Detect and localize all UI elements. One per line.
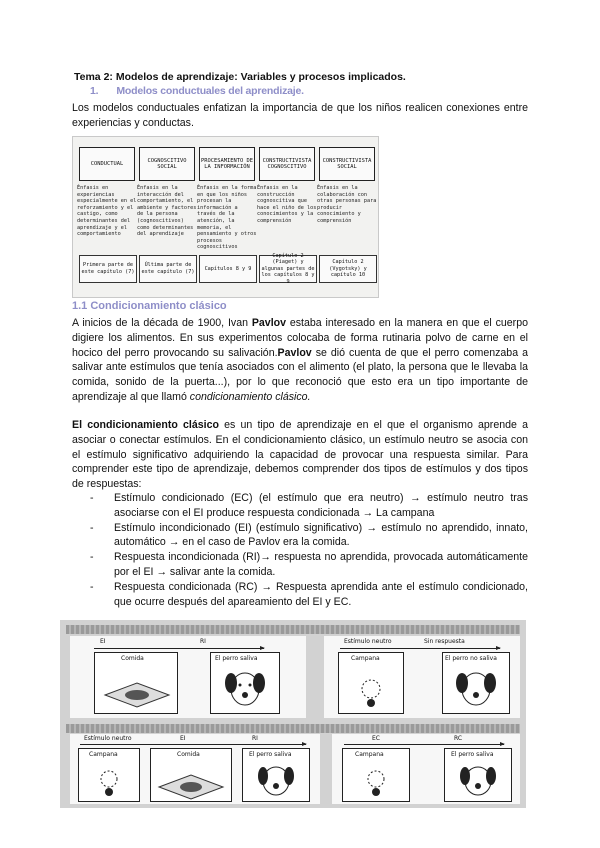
table-bottom: Capítulo 2 (Piaget) y algunas partes de los capítulos 8 y 9 [259, 255, 317, 283]
panel-label: RC [454, 735, 463, 742]
intro-paragraph: Los modelos conductuales enfatizan la importancia de que los niños realicen conexiones entre experiencias y conductas. [72, 102, 528, 129]
learning-models-table-image [72, 136, 379, 298]
definition-paragraph [72, 418, 528, 492]
panel-before-conditioning-neutral [324, 636, 520, 718]
food-frame [150, 748, 232, 802]
dog-icon [243, 749, 309, 801]
frame-caption: Comida [121, 655, 144, 662]
text-bold: Pavlov [277, 346, 312, 359]
bell-frame [342, 748, 410, 802]
frame-caption: Campana [351, 655, 380, 662]
table-bottom: Última parte de este capítulo (7) [139, 255, 197, 283]
panel-label: RI [252, 735, 258, 742]
text-bold: Pavlov [251, 317, 286, 329]
table-bottom: Capítulos 8 y 9 [199, 255, 257, 283]
frame-caption: Campana [89, 751, 118, 758]
bell-icon [343, 749, 409, 801]
table-head: CONSTRUCTIVISTA SOCIAL [319, 147, 375, 181]
text-bold: El condicionamiento clásico [72, 419, 219, 431]
bell-frame [78, 748, 140, 802]
figure-banner [66, 724, 520, 733]
dog-frame [210, 652, 280, 714]
text-italic: condicionamiento clásico. [189, 390, 311, 403]
arrow [94, 648, 264, 649]
section-number: 1. [90, 85, 99, 97]
panel-label: EC [372, 735, 380, 742]
table-head: PROCESAMIENTO DE LA INFORMACIÓN [199, 147, 255, 181]
text-run: se dió cuenta de que el perro comenzaba a salivar ante estímulos que tenía asociados con el alimento (el plato, la persona que le llevaba la comida, sonido de la puerta...), por lo que reconoció que esto era un tipo importante de aprendizaje al que llamó [72, 346, 528, 403]
arrow [344, 744, 504, 745]
list-item [90, 521, 528, 551]
table-text: Énfasis en la interacción del comportamiento, el ambiente y factores de la persona (cognoscitivos) como determinantes del aprendizaje [137, 185, 197, 238]
bell-frame [338, 652, 404, 714]
section-heading [90, 85, 304, 97]
frame-caption: El perro saliva [215, 655, 258, 662]
panel-label: EI [100, 638, 106, 645]
panel-label: Sin respuesta [424, 638, 465, 645]
arrow [80, 744, 306, 745]
food-frame [94, 652, 178, 714]
frame-caption: El perro saliva [451, 751, 494, 758]
section-heading-text: Modelos conductuales del aprendizaje. [116, 85, 304, 97]
panel-label: Estímulo neutro [344, 638, 392, 645]
classical-conditioning-figure [60, 620, 526, 808]
frame-caption: Campana [355, 751, 384, 758]
food-plate-icon [151, 749, 231, 801]
list-item [90, 580, 528, 610]
dog-icon [445, 749, 511, 801]
list-item [90, 491, 528, 521]
dog-frame [444, 748, 512, 802]
dog-frame [442, 652, 510, 714]
panel-label: EI [180, 735, 186, 742]
table-text: Énfasis en la construcción cognoscitiva que hace el niño de los conocimientos y la comprensión [257, 185, 317, 224]
dash-mark: - [90, 492, 94, 504]
terms-list [90, 491, 528, 609]
text-run: A inicios de la década de 1900, Ivan [72, 317, 252, 329]
dash-mark: - [90, 580, 94, 593]
list-item-text: Estímulo condicionado (EC) (el estímulo que era neutro) → estímulo neutro tras asociarse con el EI produce respuesta condicionada → La campana [114, 492, 528, 519]
table-head: CONSTRUCTIVISTA COGNOSCITIVO [259, 147, 315, 181]
dash-mark: - [90, 551, 94, 564]
table-bottom: Capítulo 2 (Vygotsky) y capítulo 10 [319, 255, 377, 283]
table-text: Énfasis en experiencias especialmente en el reforzamiento y el castigo, como determinantes del aprendizaje y el comportamiento [77, 185, 137, 238]
frame-caption: Comida [177, 751, 200, 758]
dog-frame [242, 748, 310, 802]
arrow [340, 648, 500, 649]
list-item-text: Respuesta condicionada (RC) → Respuesta aprendida ante el estímulo condicionado, que ocurre después del apareamiento del EI y EC. [114, 580, 528, 608]
panel-before-conditioning-ei [70, 636, 306, 718]
frame-caption: El perro saliva [249, 751, 292, 758]
list-item-text: Estímulo incondicionado (EI) (estímulo significativo) → estímulo no aprendido, innato, automático → en el caso de Pavlov era la comida. [114, 521, 528, 549]
bell-icon [79, 749, 139, 801]
subsection-title: 1.1 Condicionamiento clásico [72, 300, 227, 312]
frame-caption: El perro no saliva [445, 655, 497, 662]
text-run: estaba interesado en la manera en que el cuerpo digiere los alimentos. En sus experimentos colocaba de forma rutinaria polvo de carne en el hocico del perro provocando su salivación. [72, 317, 528, 359]
text-run: es un tipo de aprendizaje en el que el organismo aprende a asociar o conectar estímulos. En el condicionamiento clásico, un estímulo neutro se asocia con el estímulo significativo adquiriendo la capacidad de provocar una respuesta similar. Para comprender este tipo de aprendizaje, debemos comprender dos tipos de estímulos y dos tipos de respuestas: [72, 419, 528, 491]
panel-label: RI [200, 638, 206, 645]
table-text: Énfasis en la forma en que los niños procesan la información a través de la atención, la memoria, el pensamiento y otros procesos cognoscitivos [197, 185, 257, 251]
table-head: CONDUCTUAL [79, 147, 135, 181]
list-item-text: Respuesta incondicionada (RI)→ respuesta no aprendida, provocada automáticamente por el EI → salivar ante la comida. [114, 551, 528, 578]
panel-after-conditioning [332, 734, 520, 804]
dog-icon [211, 653, 279, 713]
figure-banner [66, 625, 520, 634]
topic-title: Tema 2: Modelos de aprendizaje: Variables y procesos implicados. [74, 71, 406, 83]
table-text: Énfasis en la colaboración con otras personas para producir conocimiento y comprensión [317, 185, 377, 224]
food-plate-icon [95, 653, 177, 713]
table-head: COGNOSCITIVO SOCIAL [139, 147, 195, 181]
dash-mark: - [90, 521, 94, 534]
list-item [90, 550, 528, 580]
dog-icon [443, 653, 509, 713]
panel-during-conditioning [70, 734, 320, 804]
bell-icon [339, 653, 403, 713]
panel-label: Estímulo neutro [84, 735, 132, 742]
table-bottom: Primera parte de este capítulo (7) [79, 255, 137, 283]
pavlov-paragraph [72, 316, 528, 405]
